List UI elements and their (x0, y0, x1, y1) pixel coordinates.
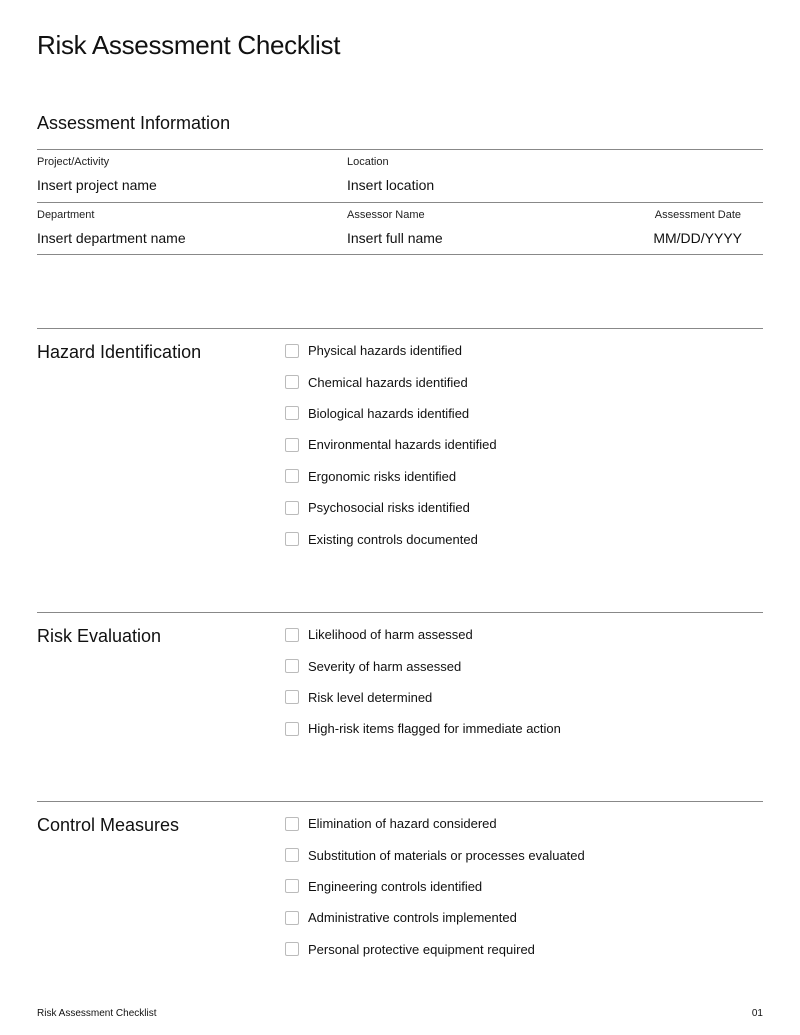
checklist-item-label: Likelihood of harm assessed (308, 627, 473, 643)
checklist-item[interactable] (285, 461, 497, 492)
section-title: Control Measures (37, 815, 180, 835)
checklist-item[interactable] (285, 902, 585, 933)
checklist-item[interactable] (285, 619, 561, 650)
checklist (285, 619, 561, 745)
date-field[interactable]: MM/DD/YYYY (653, 230, 742, 246)
checkbox[interactable] (285, 438, 299, 452)
checklist-item[interactable] (285, 713, 561, 744)
checkbox[interactable] (285, 628, 299, 642)
checklist-item-label: Ergonomic risks identified (308, 468, 457, 484)
checklist-item[interactable] (285, 934, 585, 965)
date-label: Assessment Date (654, 209, 741, 221)
location-label: Location (347, 156, 389, 168)
checklist-item[interactable] (285, 650, 561, 681)
checklist-item-label: Chemical hazards identified (308, 374, 468, 390)
divider (37, 202, 763, 203)
section-title: Hazard Identification (37, 342, 202, 362)
checklist-item-label: Administrative controls implemented (308, 910, 517, 926)
checklist-item[interactable] (285, 398, 497, 429)
checklist-item[interactable] (285, 871, 585, 902)
checklist-item-label: Severity of harm assessed (308, 658, 462, 674)
checklist-item[interactable] (285, 492, 497, 523)
checklist-item[interactable] (285, 682, 561, 713)
checklist-item-label: Biological hazards identified (308, 405, 470, 421)
assessor-label: Assessor Name (347, 209, 425, 221)
checklist-item[interactable] (285, 429, 497, 460)
section-title: Risk Evaluation (37, 626, 162, 646)
checklist-item[interactable] (285, 335, 497, 366)
checkbox[interactable] (285, 406, 299, 420)
checkbox[interactable] (285, 469, 299, 483)
checklist-item-label: Risk level determined (308, 689, 433, 705)
checklist-item[interactable] (285, 839, 585, 870)
department-label: Department (37, 209, 95, 221)
checkbox[interactable] (285, 942, 299, 956)
checkbox[interactable] (285, 848, 299, 862)
divider (37, 149, 763, 150)
page-title: Risk Assessment Checklist (37, 30, 341, 60)
checkbox[interactable] (285, 344, 299, 358)
checkbox[interactable] (285, 532, 299, 546)
project-label: Project/Activity (37, 156, 110, 168)
checklist-item-label: Existing controls documented (308, 531, 478, 547)
checkbox[interactable] (285, 501, 299, 515)
checkbox[interactable] (285, 911, 299, 925)
checklist (285, 335, 497, 555)
section-divider (37, 328, 763, 329)
checklist-item-label: Psychosocial risks identified (308, 500, 470, 516)
checkbox[interactable] (285, 879, 299, 893)
department-field[interactable]: Insert department name (37, 230, 186, 246)
divider (37, 254, 763, 255)
checklist-item[interactable] (285, 523, 497, 554)
checklist-item-label: Engineering controls identified (308, 878, 483, 894)
checklist-item-label: Substitution of materials or processes evaluated (308, 847, 585, 863)
checklist-item-label: Environmental hazards identified (308, 437, 497, 453)
footer-title: Risk Assessment Checklist (37, 1008, 157, 1019)
checklist-item-label: High-risk items flagged for immediate action (308, 721, 561, 737)
checkbox[interactable] (285, 659, 299, 673)
checkbox[interactable] (285, 817, 299, 831)
checkbox[interactable] (285, 722, 299, 736)
assessor-field[interactable]: Insert full name (347, 230, 443, 246)
checklist (285, 808, 585, 965)
checklist-item-label: Personal protective equipment required (308, 941, 535, 957)
checkbox[interactable] (285, 375, 299, 389)
checklist-item-label: Physical hazards identified (308, 343, 462, 359)
checklist-item[interactable] (285, 366, 497, 397)
checkbox[interactable] (285, 690, 299, 704)
page-number: 01 (751, 1008, 763, 1019)
section-divider (37, 612, 763, 613)
checklist-item[interactable] (285, 808, 585, 839)
assessment-info-heading: Assessment Information (37, 113, 231, 133)
location-field[interactable]: Insert location (347, 177, 435, 193)
checklist-item-label: Elimination of hazard considered (308, 816, 497, 832)
section-divider (37, 801, 763, 802)
project-field[interactable]: Insert project name (37, 177, 157, 193)
